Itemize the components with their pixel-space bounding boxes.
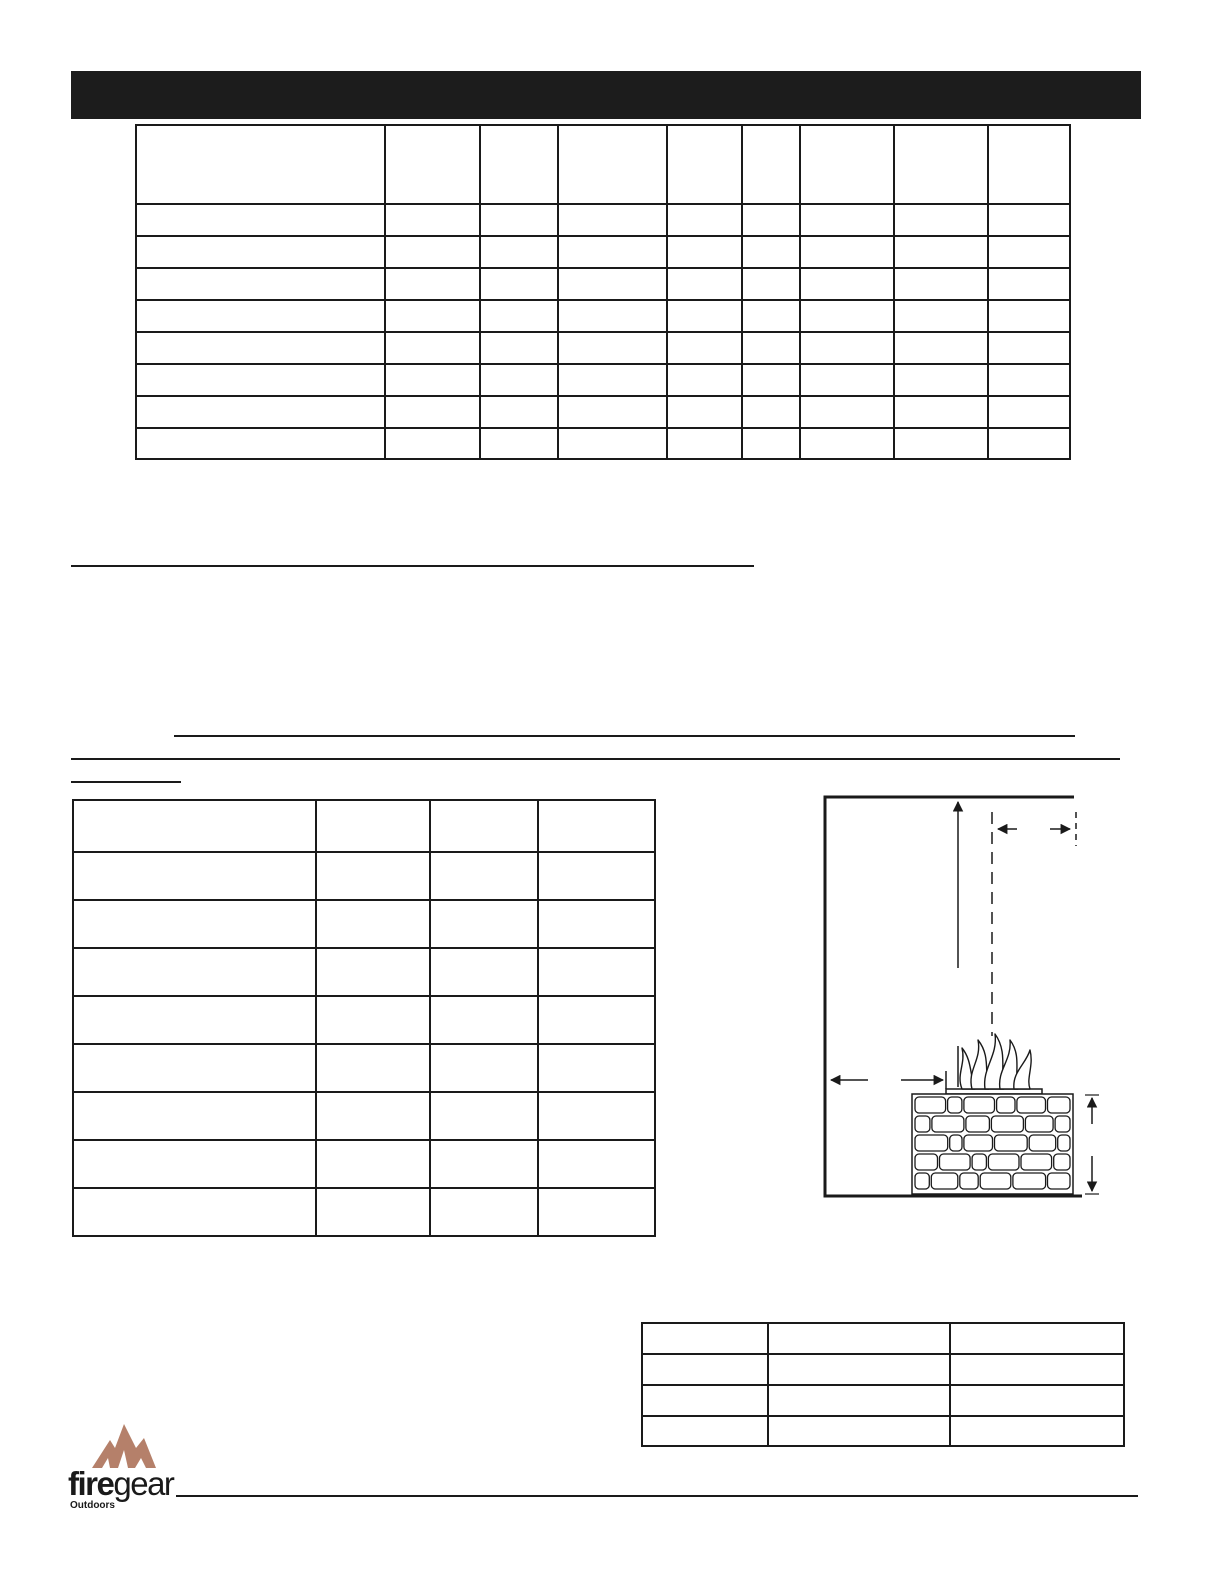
- table-cell: [430, 1188, 538, 1236]
- table-cell: [558, 236, 667, 268]
- stone: [1058, 1135, 1070, 1151]
- table-cell: [800, 364, 894, 396]
- table-cell: [800, 268, 894, 300]
- brand-logo: [68, 1465, 174, 1502]
- table-cell: [430, 1092, 538, 1140]
- table-cell: [988, 236, 1070, 268]
- table-cell: [136, 428, 385, 459]
- table-cell: [558, 396, 667, 428]
- stone: [1048, 1173, 1071, 1189]
- table-row: [73, 1188, 655, 1236]
- table-row: [642, 1416, 1124, 1446]
- brand-gear: gear: [113, 1465, 174, 1502]
- table-cell: [894, 125, 988, 204]
- table-row: [73, 852, 655, 900]
- table-cell: [988, 396, 1070, 428]
- table-cell: [667, 268, 742, 300]
- table-cell: [316, 852, 430, 900]
- table-cell: [667, 396, 742, 428]
- table-cell: [667, 236, 742, 268]
- table-cell: [538, 900, 655, 948]
- table-cell: [894, 332, 988, 364]
- table-cell: [894, 300, 988, 332]
- brand-tagline: Outdoors: [70, 1500, 115, 1511]
- table-row: [136, 332, 1070, 364]
- stone: [1054, 1154, 1070, 1170]
- fire-pit-illustration: [912, 1034, 1073, 1194]
- summary-table: [641, 1322, 1125, 1447]
- table-cell: [988, 204, 1070, 236]
- table-cell: [480, 300, 558, 332]
- table-cell: [480, 236, 558, 268]
- table-cell: [73, 1188, 316, 1236]
- table-cell: [385, 268, 480, 300]
- table-cell: [538, 800, 655, 852]
- table-cell: [742, 364, 800, 396]
- table-row: [73, 1140, 655, 1188]
- table-cell: [136, 236, 385, 268]
- table-row: [73, 1044, 655, 1092]
- table-cell: [136, 268, 385, 300]
- table-cell: [558, 125, 667, 204]
- table-cell: [480, 204, 558, 236]
- table-cell: [385, 364, 480, 396]
- table-cell: [800, 300, 894, 332]
- table-cell: [316, 800, 430, 852]
- specification-table: [135, 124, 1071, 460]
- table-cell: [742, 204, 800, 236]
- table-cell: [480, 396, 558, 428]
- table-cell: [136, 332, 385, 364]
- stone: [915, 1173, 929, 1189]
- table-cell: [73, 800, 316, 852]
- table-cell: [538, 852, 655, 900]
- clearance-diagram: [815, 790, 1115, 1200]
- table-cell: [988, 332, 1070, 364]
- clearance-table: [72, 799, 656, 1237]
- table-cell: [800, 396, 894, 428]
- table-cell: [667, 428, 742, 459]
- table-cell: [430, 948, 538, 996]
- table-cell: [316, 1092, 430, 1140]
- paragraph-underline: [174, 735, 1075, 737]
- table-cell: [136, 396, 385, 428]
- table-row: [136, 300, 1070, 332]
- table-row: [136, 268, 1070, 300]
- stone: [966, 1116, 990, 1132]
- table-cell: [800, 236, 894, 268]
- stone: [940, 1154, 971, 1170]
- table-cell: [385, 300, 480, 332]
- table-cell: [950, 1385, 1124, 1416]
- table-cell: [73, 1092, 316, 1140]
- stone: [1029, 1135, 1056, 1151]
- table-cell: [430, 996, 538, 1044]
- table-cell: [742, 332, 800, 364]
- table-cell: [988, 428, 1070, 459]
- table-cell: [558, 300, 667, 332]
- height-arrow: [1085, 1095, 1099, 1194]
- paragraph-underline: [71, 781, 181, 783]
- table-cell: [538, 1188, 655, 1236]
- table-cell: [642, 1416, 768, 1446]
- table-cell: [73, 996, 316, 1044]
- stone: [932, 1116, 964, 1132]
- table-cell: [667, 364, 742, 396]
- table-row: [73, 948, 655, 996]
- table-cell: [768, 1323, 950, 1354]
- table-cell: [988, 268, 1070, 300]
- table-row: [73, 800, 655, 852]
- table-cell: [316, 948, 430, 996]
- stone: [997, 1097, 1015, 1113]
- table-cell: [73, 1140, 316, 1188]
- table-cell: [950, 1323, 1124, 1354]
- footer-rule: [176, 1495, 1138, 1497]
- table-cell: [480, 364, 558, 396]
- stone: [1025, 1116, 1053, 1132]
- table-cell: [73, 900, 316, 948]
- section-header-bar: [71, 71, 1141, 119]
- table-cell: [316, 1044, 430, 1092]
- stone: [964, 1135, 993, 1151]
- table-cell: [558, 428, 667, 459]
- table-cell: [538, 1092, 655, 1140]
- table-cell: [480, 428, 558, 459]
- table-cell: [988, 125, 1070, 204]
- table-cell: [988, 364, 1070, 396]
- table-cell: [136, 125, 385, 204]
- table-cell: [385, 125, 480, 204]
- table-cell: [742, 125, 800, 204]
- table-row: [642, 1323, 1124, 1354]
- wall-clearance-arrow: [831, 1071, 946, 1089]
- table-cell: [538, 1044, 655, 1092]
- table-cell: [385, 332, 480, 364]
- table-row: [642, 1385, 1124, 1416]
- table-row: [136, 125, 1070, 204]
- table-cell: [642, 1354, 768, 1385]
- table-cell: [316, 900, 430, 948]
- flame-icon: [960, 1034, 1031, 1089]
- table-cell: [642, 1385, 768, 1416]
- table-row: [136, 428, 1070, 459]
- table-cell: [558, 332, 667, 364]
- stone: [995, 1135, 1028, 1151]
- stone: [915, 1116, 930, 1132]
- table-cell: [742, 300, 800, 332]
- table-row: [73, 900, 655, 948]
- table-cell: [558, 364, 667, 396]
- table-cell: [894, 268, 988, 300]
- table-cell: [73, 948, 316, 996]
- table-cell: [316, 1140, 430, 1188]
- table-cell: [988, 300, 1070, 332]
- table-cell: [667, 204, 742, 236]
- side-clearance-line: [992, 812, 1076, 1036]
- table-cell: [538, 948, 655, 996]
- stone: [915, 1154, 938, 1170]
- table-cell: [894, 364, 988, 396]
- table-cell: [480, 268, 558, 300]
- stone: [1048, 1097, 1071, 1113]
- table-cell: [73, 1044, 316, 1092]
- stone: [991, 1116, 1023, 1132]
- table-cell: [894, 428, 988, 459]
- table-cell: [742, 236, 800, 268]
- table-cell: [667, 300, 742, 332]
- table-row: [136, 236, 1070, 268]
- table-cell: [742, 428, 800, 459]
- table-cell: [538, 996, 655, 1044]
- table-cell: [136, 204, 385, 236]
- stone: [1013, 1173, 1046, 1189]
- table-cell: [742, 396, 800, 428]
- table-cell: [800, 428, 894, 459]
- table-cell: [430, 1140, 538, 1188]
- paragraph-underline: [71, 758, 1120, 760]
- table-cell: [430, 852, 538, 900]
- stone: [980, 1173, 1011, 1189]
- flame-logo-icon: [88, 1420, 158, 1470]
- table-cell: [768, 1385, 950, 1416]
- table-cell: [316, 996, 430, 1044]
- stone: [960, 1173, 978, 1189]
- table-cell: [642, 1323, 768, 1354]
- table-row: [136, 364, 1070, 396]
- table-cell: [73, 852, 316, 900]
- stone: [915, 1135, 948, 1151]
- table-cell: [894, 204, 988, 236]
- table-cell: [480, 125, 558, 204]
- stone: [915, 1097, 946, 1113]
- table-cell: [800, 332, 894, 364]
- stone: [1055, 1116, 1070, 1132]
- table-row: [642, 1354, 1124, 1385]
- table-cell: [800, 204, 894, 236]
- table-cell: [480, 332, 558, 364]
- stone: [931, 1173, 958, 1189]
- table-cell: [430, 1044, 538, 1092]
- table-cell: [136, 300, 385, 332]
- table-cell: [558, 204, 667, 236]
- table-row: [136, 396, 1070, 428]
- table-row: [73, 1092, 655, 1140]
- stone: [948, 1097, 962, 1113]
- table-cell: [894, 396, 988, 428]
- table-cell: [768, 1416, 950, 1446]
- stone: [1017, 1097, 1046, 1113]
- table-cell: [385, 236, 480, 268]
- stone: [950, 1135, 962, 1151]
- table-cell: [316, 1188, 430, 1236]
- table-cell: [430, 800, 538, 852]
- table-row: [136, 204, 1070, 236]
- stone: [1021, 1154, 1052, 1170]
- stone: [972, 1154, 986, 1170]
- table-cell: [742, 268, 800, 300]
- table-cell: [950, 1354, 1124, 1385]
- table-cell: [430, 900, 538, 948]
- table-cell: [385, 204, 480, 236]
- table-cell: [894, 236, 988, 268]
- table-cell: [385, 428, 480, 459]
- table-cell: [667, 332, 742, 364]
- table-cell: [385, 396, 480, 428]
- heading-underline: [71, 565, 754, 567]
- table-cell: [136, 364, 385, 396]
- table-cell: [558, 268, 667, 300]
- table-cell: [667, 125, 742, 204]
- table-cell: [768, 1354, 950, 1385]
- brand-fire: fire: [68, 1465, 114, 1502]
- table-row: [73, 996, 655, 1044]
- stone: [988, 1154, 1019, 1170]
- table-cell: [950, 1416, 1124, 1446]
- stone: [964, 1097, 995, 1113]
- table-cell: [538, 1140, 655, 1188]
- table-cell: [800, 125, 894, 204]
